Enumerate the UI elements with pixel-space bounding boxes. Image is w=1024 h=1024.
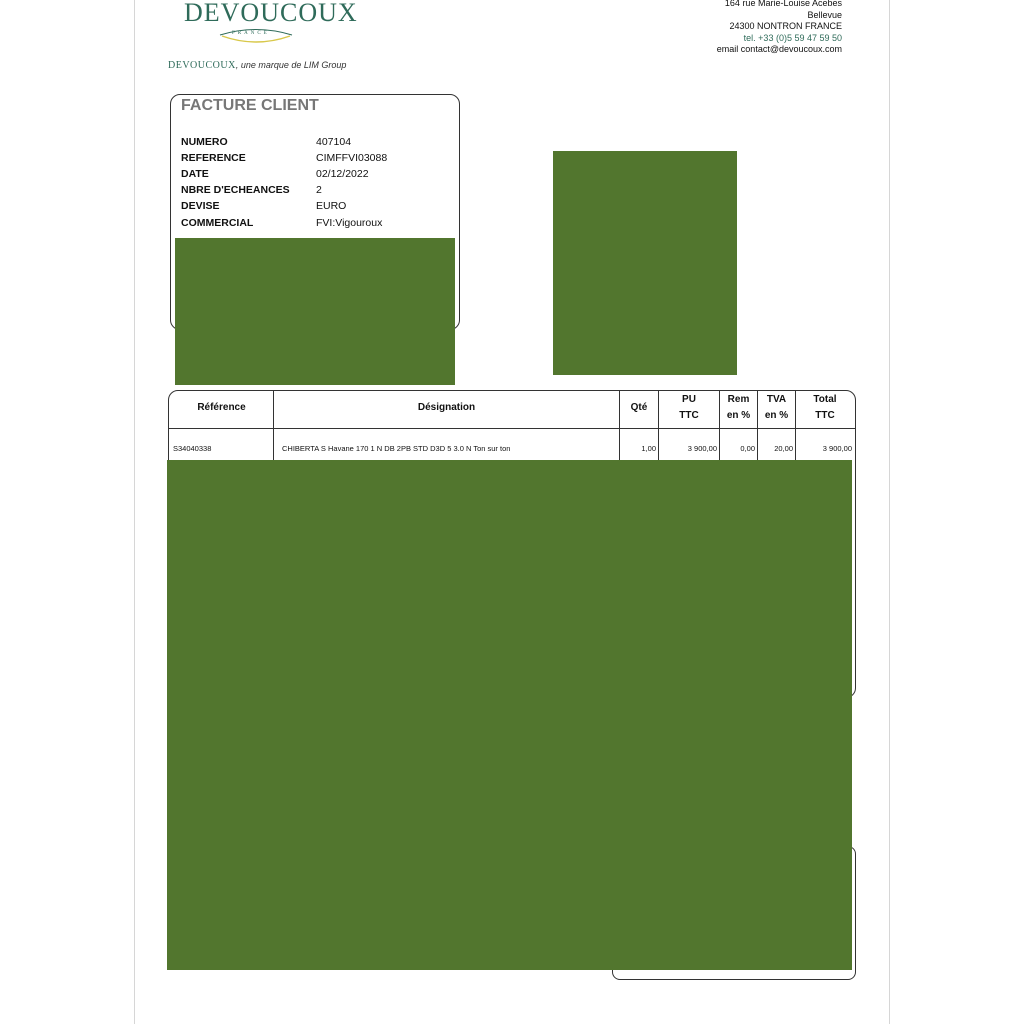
header-tva-line2: en % <box>764 410 789 421</box>
info-label: NBRE D'ECHEANCES <box>181 184 290 196</box>
header-total-line2: TTC <box>815 410 835 421</box>
header-pu <box>659 392 719 424</box>
header-qty: Qté <box>630 402 648 413</box>
header-rem <box>720 392 757 424</box>
header-pu-line2: TTC <box>679 410 699 421</box>
header-designation: Désignation <box>417 402 476 413</box>
address-line-1: 164 rue Marie-Louise Acebes <box>724 0 842 8</box>
cell-reference: S34040338 <box>173 444 212 453</box>
tagline-rest: , une marque de LIM Group <box>235 60 347 70</box>
redaction-block-client <box>175 238 455 385</box>
invoice-title: FACTURE CLIENT <box>181 97 319 114</box>
cell-pu: 3 900,00 <box>687 444 717 453</box>
redaction-block-address <box>553 151 737 375</box>
info-value: FVI:Vigouroux <box>316 217 383 229</box>
info-label: DATE <box>181 168 209 180</box>
header-tva-line1: TVA <box>766 394 787 405</box>
cell-designation: CHIBERTA S Havane 170 1 N DB 2PB STD D3D 5 3.0 N Ton sur ton <box>282 444 511 453</box>
brand-country: FRANCE <box>232 31 270 36</box>
tagline-brand: DEVOUCOUX <box>168 60 236 71</box>
address-line-2: Bellevue <box>807 9 842 20</box>
info-label: COMMERCIAL <box>181 217 254 229</box>
header-total <box>796 392 854 424</box>
header-pu-line1: PU <box>682 394 696 405</box>
info-value: EURO <box>316 200 347 212</box>
header-tva <box>758 392 795 424</box>
brand-tagline <box>168 60 346 71</box>
header-rem-line2: en % <box>726 410 751 421</box>
header-reference: Référence <box>197 402 246 413</box>
info-value: CIMFFVI03088 <box>316 152 388 164</box>
info-label: NUMERO <box>181 136 228 148</box>
header-total-line1: Total <box>813 394 837 405</box>
redaction-block-body <box>167 460 852 970</box>
company-address <box>717 0 842 56</box>
address-tel: tel. +33 (0)5 59 47 59 50 <box>743 32 842 43</box>
info-label: DEVISE <box>181 200 220 212</box>
address-email: email contact@devoucoux.com <box>716 44 842 54</box>
cell-total: 3 900,00 <box>822 444 852 453</box>
cell-tva: 20,00 <box>774 444 793 453</box>
cell-qty: 1,00 <box>641 444 656 453</box>
info-value: 2 <box>316 184 322 196</box>
info-label: REFERENCE <box>181 152 246 164</box>
address-line-3: 24300 NONTRON FRANCE <box>729 21 842 31</box>
cell-rem: 0,00 <box>740 444 755 453</box>
info-value: 407104 <box>316 136 352 148</box>
table-header-divider <box>168 428 856 429</box>
brand-logo: DEVOUCOUX <box>184 0 358 27</box>
info-value: 02/12/2022 <box>316 168 369 180</box>
header-rem-line1: Rem <box>727 394 750 405</box>
